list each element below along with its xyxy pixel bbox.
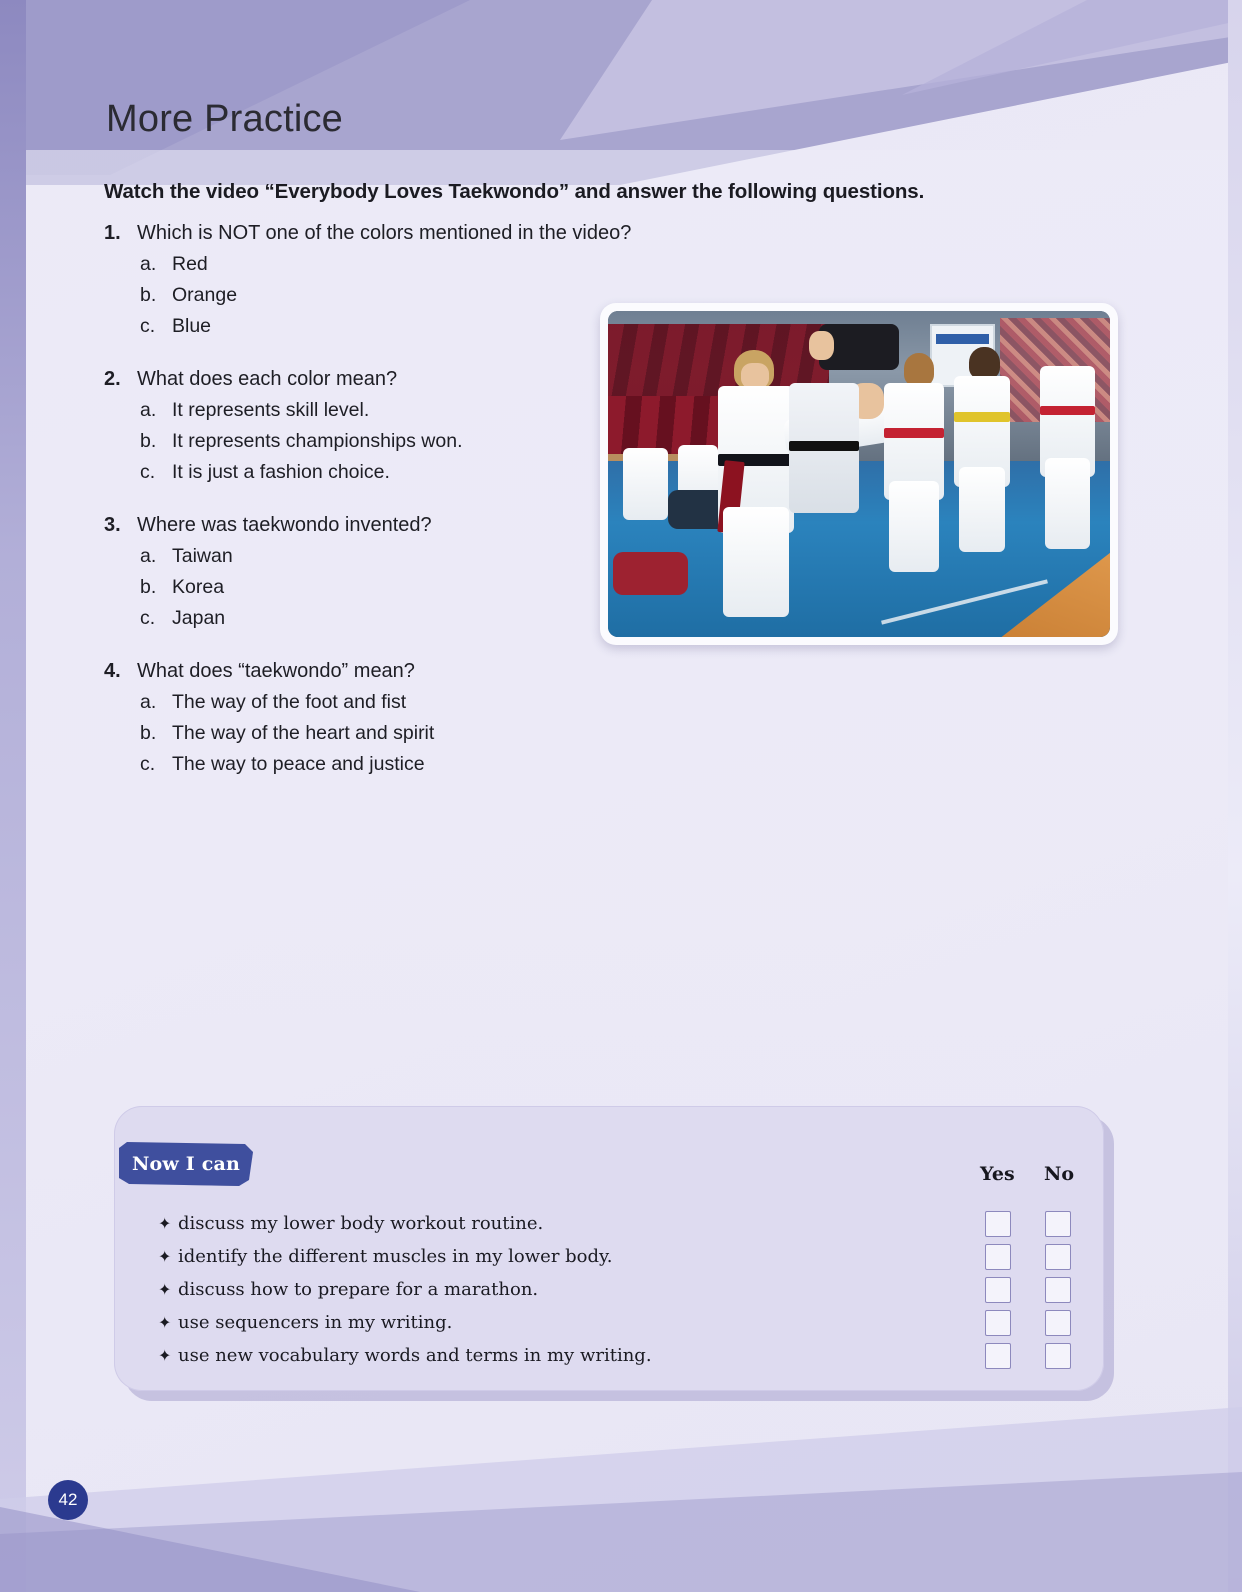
list-item-label: use new vocabulary words and terms in my writing. — [178, 1345, 652, 1366]
option-text: The way to peace and justice — [172, 753, 425, 775]
list-item — [158, 1273, 938, 1306]
checkbox-yes[interactable] — [985, 1343, 1011, 1369]
checkbox-yes[interactable] — [985, 1310, 1011, 1336]
list-item — [158, 1207, 938, 1240]
answer-option[interactable] — [140, 284, 664, 307]
option-text: It represents skill level. — [172, 399, 370, 421]
page-title: More Practice — [106, 98, 344, 140]
checkbox-row — [985, 1273, 1071, 1306]
option-text: The way of the foot and fist — [172, 691, 407, 713]
diamond-bullet-icon: ✦ — [158, 1247, 172, 1266]
diamond-bullet-icon: ✦ — [158, 1346, 172, 1365]
checkbox-yes[interactable] — [985, 1244, 1011, 1270]
photo-student-hair — [904, 353, 934, 386]
answer-option[interactable] — [140, 722, 664, 745]
checkbox-no[interactable] — [1045, 1310, 1071, 1336]
checkbox-no[interactable] — [1045, 1244, 1071, 1270]
checkbox-row — [985, 1207, 1071, 1240]
option-letter: a. — [140, 253, 157, 275]
option-letter: a. — [140, 691, 157, 713]
question-prompt — [104, 368, 664, 391]
list-item — [158, 1339, 938, 1372]
answer-option[interactable] — [140, 399, 664, 422]
answer-option[interactable] — [140, 430, 664, 453]
diamond-bullet-icon: ✦ — [158, 1280, 172, 1299]
now-i-can-list — [158, 1207, 938, 1372]
question-item — [104, 222, 664, 338]
checkbox-yes[interactable] — [985, 1277, 1011, 1303]
option-text: Blue — [172, 315, 212, 337]
taekwondo-photo-frame — [600, 303, 1118, 645]
option-letter: c. — [140, 753, 156, 775]
answer-option[interactable] — [140, 545, 664, 568]
option-text: It represents championships won. — [172, 430, 463, 452]
photo-student-pants — [889, 481, 939, 572]
diamond-bullet-icon: ✦ — [158, 1313, 172, 1332]
checkbox-row — [985, 1240, 1071, 1273]
option-letter: c. — [140, 607, 156, 629]
option-letter: b. — [140, 284, 157, 306]
question-number: 2. — [104, 368, 121, 390]
option-letter: a. — [140, 545, 157, 567]
answer-option[interactable] — [140, 253, 664, 276]
checkbox-row — [985, 1339, 1071, 1372]
option-text: Taiwan — [172, 545, 233, 567]
question-list — [104, 222, 664, 806]
photo-red-gym-bag — [613, 552, 688, 594]
question-item — [104, 514, 664, 630]
list-item-label: discuss how to prepare for a marathon. — [178, 1279, 539, 1300]
checkbox-yes[interactable] — [985, 1211, 1011, 1237]
photo-board-strip — [936, 334, 989, 343]
list-item — [158, 1306, 938, 1339]
checkbox-no[interactable] — [1045, 1277, 1071, 1303]
photo-student-red-belt — [1040, 406, 1095, 416]
question-prompt — [104, 660, 664, 683]
answer-option[interactable] — [140, 691, 664, 714]
list-item — [158, 1240, 938, 1273]
photo-pad-holder-belt — [789, 441, 859, 451]
photo-kicker-pants — [723, 507, 788, 618]
question-text: What does “taekwondo” mean? — [137, 660, 415, 682]
question-item — [104, 660, 664, 776]
question-prompt — [104, 222, 664, 245]
checkbox-no[interactable] — [1045, 1211, 1071, 1237]
now-i-can-checkbox-grid — [985, 1207, 1071, 1372]
option-letter: c. — [140, 461, 156, 483]
diamond-bullet-icon: ✦ — [158, 1214, 172, 1233]
instruction-text: Watch the video “Everybody Loves Taekwondo” and answer the following questions. — [104, 180, 925, 203]
question-prompt — [104, 514, 664, 537]
option-text: Red — [172, 253, 208, 275]
option-letter: b. — [140, 722, 157, 744]
option-text: It is just a fashion choice. — [172, 461, 390, 483]
checkbox-no[interactable] — [1045, 1343, 1071, 1369]
option-letter: a. — [140, 399, 157, 421]
question-number: 3. — [104, 514, 121, 536]
option-letter: c. — [140, 315, 156, 337]
question-item — [104, 368, 664, 484]
taekwondo-photo — [608, 311, 1110, 637]
option-letter: b. — [140, 430, 157, 452]
page-number-badge: 42 — [48, 1480, 88, 1520]
question-number: 1. — [104, 222, 121, 244]
photo-student-red-belt — [884, 428, 944, 438]
list-item-label: identify the different muscles in my lower body. — [178, 1246, 613, 1267]
photo-student-pants — [959, 467, 1004, 552]
answer-option[interactable] — [140, 607, 664, 630]
list-item-label: use sequencers in my writing. — [178, 1312, 453, 1333]
list-item-label: discuss my lower body workout routine. — [178, 1213, 544, 1234]
answer-option[interactable] — [140, 315, 664, 338]
question-number: 4. — [104, 660, 121, 682]
option-text: Korea — [172, 576, 225, 598]
checkbox-row — [985, 1306, 1071, 1339]
now-i-can-tab-label: Now I can — [131, 1153, 240, 1175]
photo-background-student — [623, 448, 668, 520]
question-text: Which is NOT one of the colors mentioned in the video? — [137, 222, 632, 244]
question-text: What does each color mean? — [137, 368, 398, 390]
question-text: Where was taekwondo invented? — [137, 514, 432, 536]
answer-option[interactable] — [140, 576, 664, 599]
answer-option[interactable] — [140, 753, 664, 776]
photo-student-pants — [1045, 458, 1090, 549]
photo-student-hair — [969, 347, 999, 380]
photo-student-yellow-belt — [954, 412, 1009, 422]
option-text: The way of the heart and spirit — [172, 722, 435, 744]
photo-holder-hand — [809, 331, 834, 360]
option-letter: b. — [140, 576, 157, 598]
option-text: Orange — [172, 284, 238, 306]
answer-option[interactable] — [140, 461, 664, 484]
no-column-header: No — [1044, 1163, 1075, 1185]
option-text: Japan — [172, 607, 226, 629]
yes-column-header: Yes — [980, 1163, 1015, 1185]
